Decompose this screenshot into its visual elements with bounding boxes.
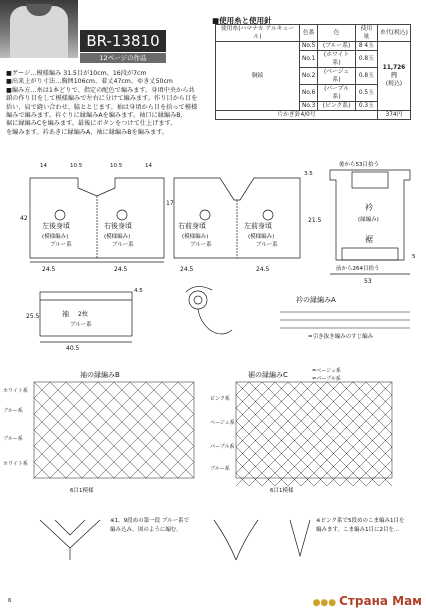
svg-text:=ベージュ系: =ベージュ系 bbox=[312, 368, 341, 374]
svg-text:前から264目拾う: 前から264目拾う bbox=[336, 266, 380, 272]
svg-text:24.5: 24.5 bbox=[42, 266, 56, 273]
svg-text:5: 5 bbox=[412, 254, 416, 260]
svg-text:2枚: 2枚 bbox=[78, 311, 88, 318]
label-sleeve: 袖 bbox=[62, 310, 69, 318]
svg-text:24.5: 24.5 bbox=[114, 266, 128, 273]
label-collar: 衿 bbox=[365, 203, 373, 212]
svg-text:ブルー系: ブルー系 bbox=[50, 242, 72, 248]
svg-text:ブルー系: ブルー系 bbox=[190, 242, 212, 248]
svg-text:42: 42 bbox=[20, 215, 28, 222]
yarn-table-header: 使用糸(ハマナカ アルキュール) 色番 色 使用量 糸代(税込) bbox=[216, 25, 411, 42]
svg-text:※1、9段めの第一段 ブルー系で: ※1、9段めの第一段 ブルー系で bbox=[110, 518, 190, 524]
table-row: 胴綾 No.5 (ブルー系) 8 4玉 11,726円 (税込) bbox=[216, 42, 411, 51]
svg-text:24.5: 24.5 bbox=[180, 266, 194, 273]
svg-text:ブルー系: ブルー系 bbox=[112, 242, 134, 248]
svg-text:(模様編み): (模様編み) bbox=[104, 234, 131, 240]
collar-edge-chart bbox=[280, 312, 410, 328]
svg-text:ブルー系: ブルー系 bbox=[210, 466, 230, 472]
svg-text:=引き抜き編みのすじ編み: =引き抜き編みのすじ編み bbox=[308, 334, 374, 340]
svg-text:24.5: 24.5 bbox=[256, 266, 270, 273]
svg-text:編みます。こま編み1目に2目を…: 編みます。こま編み1目に2目を… bbox=[316, 527, 400, 533]
stitch-detail-right bbox=[214, 520, 310, 560]
watermark-logo: ●●● Страна Мам bbox=[312, 594, 422, 608]
svg-text:40.5: 40.5 bbox=[66, 345, 80, 352]
hem-edge-title: 裾の縁編みC bbox=[248, 371, 288, 379]
page-number: 6 bbox=[8, 598, 12, 604]
svg-text:(模様編み): (模様編み) bbox=[248, 234, 275, 240]
stitch-detail-left bbox=[40, 520, 100, 560]
svg-text:パープル系: パープル系 bbox=[210, 444, 235, 450]
svg-text:ピンク系: ピンク系 bbox=[210, 396, 230, 402]
back-schematic bbox=[30, 178, 164, 262]
svg-text:25.5: 25.5 bbox=[26, 313, 40, 320]
svg-text:(模様編み): (模様編み) bbox=[42, 234, 69, 240]
svg-text:ブルー系: ブルー系 bbox=[70, 322, 92, 328]
svg-text:後から53目拾う: 後から53目拾う bbox=[339, 162, 379, 168]
svg-text:21.5: 21.5 bbox=[308, 217, 322, 224]
label-left-back: 左後身頃 bbox=[42, 222, 70, 230]
svg-text:※ピンク系で5段めのこま編み1目を: ※ピンク系で5段めのこま編み1目を bbox=[316, 518, 405, 524]
svg-text:6目1模様: 6目1模様 bbox=[70, 488, 94, 494]
sleeve-stitch-chart bbox=[34, 382, 194, 478]
svg-text:3.5: 3.5 bbox=[304, 171, 313, 177]
svg-text:ベージュ系: ベージュ系 bbox=[210, 420, 235, 426]
svg-text:53: 53 bbox=[364, 278, 372, 285]
table-row: No.3 (ピンク系) 0.3玉 bbox=[216, 102, 411, 111]
svg-text:ホワイト系: ホワイト系 bbox=[3, 388, 28, 394]
sleeve-edge-title: 袖の縁編みB bbox=[80, 371, 120, 379]
label-right-back: 右後身頃 bbox=[104, 222, 132, 230]
table-row: No.2 (ベージュ系) 0.8玉 bbox=[216, 68, 411, 85]
svg-text:(模様編み): (模様編み) bbox=[182, 234, 209, 240]
page-reference: 12ページの作品 bbox=[80, 53, 166, 63]
svg-text:14: 14 bbox=[40, 163, 47, 169]
yarn-price: 11,726円 (税込) bbox=[377, 42, 410, 111]
svg-text:4.5: 4.5 bbox=[134, 288, 143, 294]
table-row: No.6 (パープル系) 0.5玉 bbox=[216, 85, 411, 102]
label-right-front: 右前身頃 bbox=[178, 222, 206, 230]
svg-text:ブルー系: ブルー系 bbox=[256, 242, 278, 248]
svg-text:10.5: 10.5 bbox=[70, 163, 83, 169]
hem-stitch-chart bbox=[236, 382, 392, 486]
svg-text:編み込み。図のように編む。: 編み込み。図のように編む。 bbox=[110, 527, 182, 533]
instructions: ■ゲージ…模様編み 31.5目が10cm、16段が7cm ■出来上がり寸法…胸囲106cm、着丈47cm、ゆき丈50cm ■編み方…糸は1本どりで、指定の配色で編みます。身頃中央から共 鎖の作り目をして模様編みで左右に分けて編みます。作り目から目を 拾い、肩で縫い合わせ、脇ととじます。袖は身頃から目を拾って模様 編みで編みます。衿ぐりに縁編みAを編みます。袖口に縁編みB、 裾に縁編みCを編みます。最後にボタンをつけて仕上げます。 を編みます。衿あきに縁編みA、袖に縁編みBを編みます。 bbox=[6, 70, 198, 136]
svg-text:17: 17 bbox=[166, 200, 174, 207]
collar-edge-title: 衿の縁編みA bbox=[296, 296, 336, 304]
pattern-code: BR-13810 bbox=[80, 30, 166, 52]
yarn-section-title: ■使用糸と使用針 bbox=[212, 16, 272, 25]
svg-text:14: 14 bbox=[145, 163, 152, 169]
svg-text:ブルー系: ブルー系 bbox=[3, 436, 23, 442]
svg-text:ブルー系: ブルー系 bbox=[3, 408, 23, 414]
yarn-name: 胴綾 bbox=[216, 42, 300, 111]
svg-text:10.5: 10.5 bbox=[110, 163, 123, 169]
svg-text:(縁編み): (縁編み) bbox=[358, 217, 379, 223]
svg-text:6目1模様: 6目1模様 bbox=[270, 488, 294, 494]
label-hem: 裾 bbox=[365, 235, 373, 244]
button-detail bbox=[186, 286, 232, 334]
svg-text:ホワイト系: ホワイト系 bbox=[3, 461, 28, 467]
label-left-front: 左前身頃 bbox=[244, 222, 272, 230]
svg-text:=パープル系: =パープル系 bbox=[312, 376, 341, 382]
table-row: No.1 (ホワイト系) 0.8玉 bbox=[216, 51, 411, 68]
table-row: 片かぎ針4/0号 374円 bbox=[216, 111, 411, 120]
